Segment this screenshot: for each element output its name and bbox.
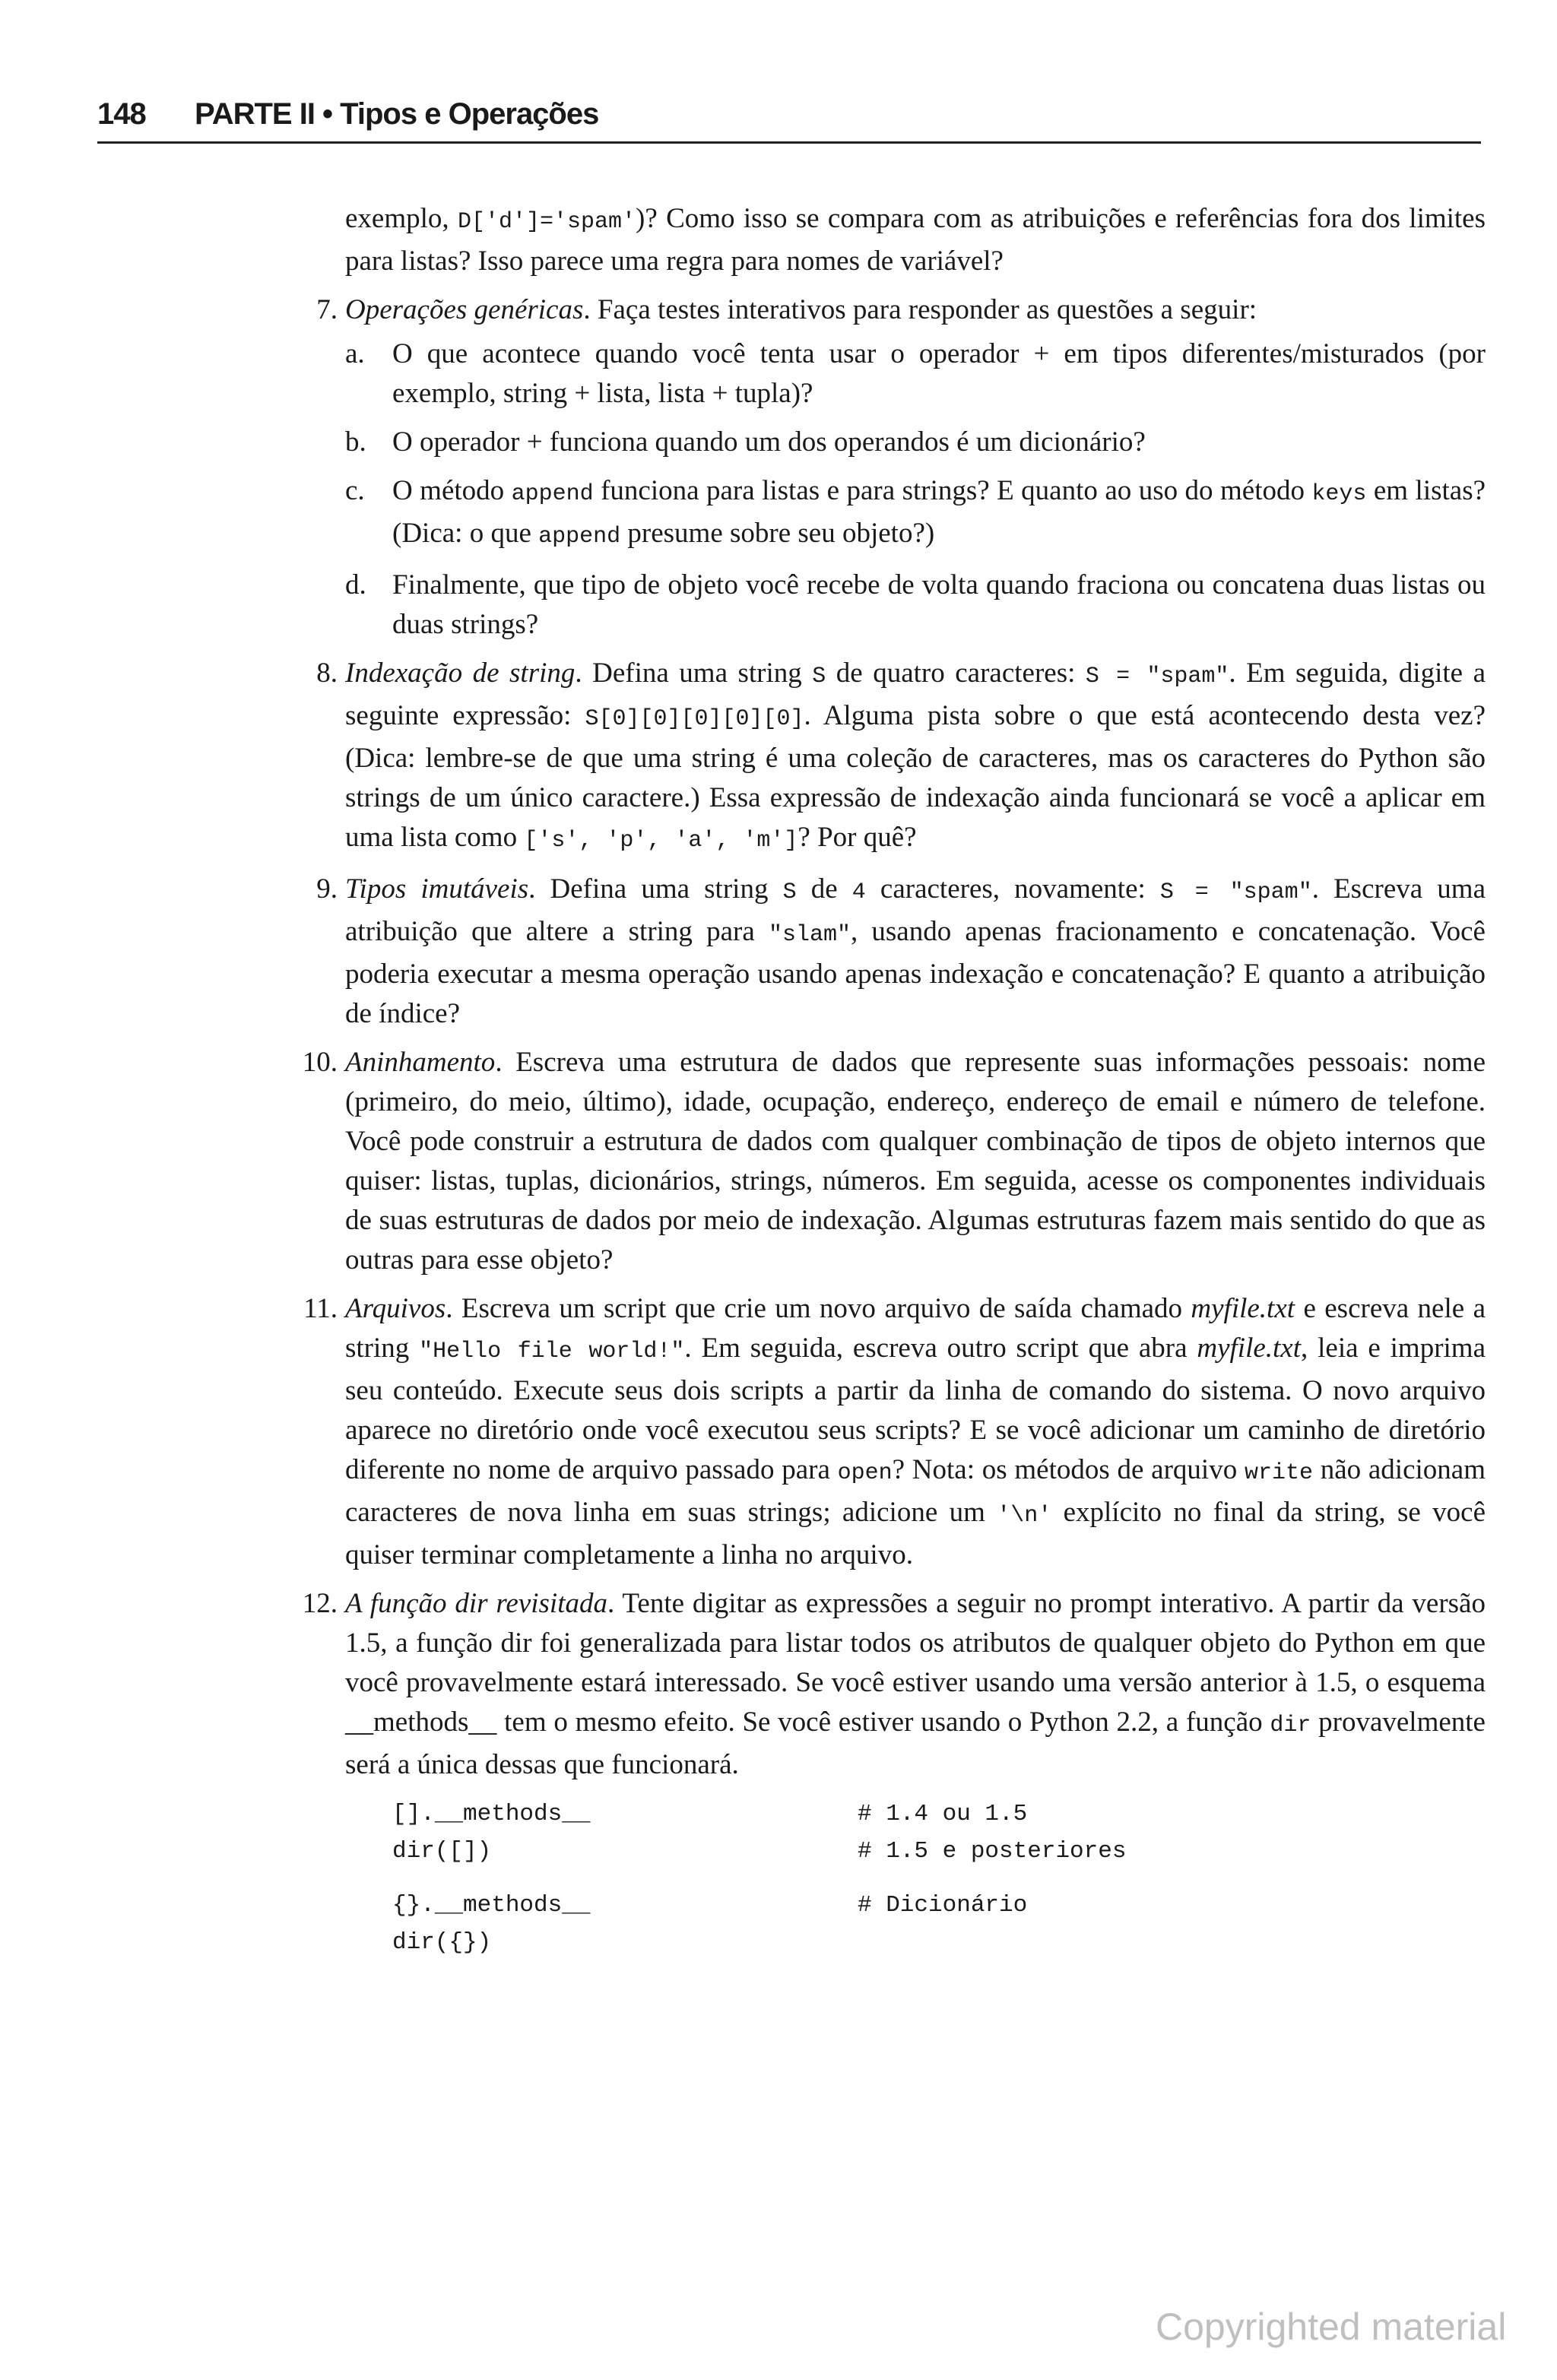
exercise-title: Indexação de string	[345, 658, 576, 689]
exercise-11: 11. Arquivos. Escreva um script que crie um novo arquivo de saída chamado myfile.txt e escreva nele a string "Hello file world!". Em seguida, escreva outro script que abra myfile.txt, leia e imprima seu conteúdo. Execute seus dois scripts a partir da linha de comando do sistema. O novo arquivo aparece no diretório onde você executou seus scripts? E se você adicionar um caminho de diretório diferente no nome de arquivo passado para open? Nota: os métodos de arquivo write não adicionam caracteres de nova linha em suas strings; adicione um '\n' explícito no final da string, se você quiser terminar completamente a linha no arquivo.	[284, 1289, 1486, 1575]
running-head: PARTE II • Tipos e Operações	[195, 97, 599, 131]
intro-paragraph: exemplo, D['d']='spam')? Como isso se compara com as atribuições e referências fora dos limites para listas? Isso parece uma regra para nomes de variável?	[345, 203, 1486, 277]
subquestion-b: b. O operador + funciona quando um dos operandos é um dicionário?	[345, 426, 1146, 458]
exercise-title: Aninhamento	[345, 1047, 496, 1078]
exercise-number: 11.	[303, 1293, 338, 1324]
subquestion-a: a. O que acontece quando você tenta usar o operador + em tipos diferentes/misturados (por exemplo, string + lista, lista + tupla)?	[345, 338, 1486, 409]
page-body	[284, 199, 1486, 1961]
subquestion-d: d. Finalmente, que tipo de objeto você recebe de volta quando fraciona ou concatena duas listas ou duas strings?	[345, 569, 1486, 640]
code-line: dir([]) # 1.5 e posteriores	[392, 1838, 1127, 1865]
exercise-title: Operações genéricas	[345, 294, 584, 325]
exercise-number: 9.	[316, 873, 338, 905]
code-listing	[392, 1795, 1486, 1961]
exercise-number: 12.	[302, 1588, 338, 1619]
copyright-watermark: Copyrighted material	[1156, 2306, 1507, 2348]
exercise-number: 10.	[302, 1047, 338, 1078]
header-rule	[97, 141, 1481, 144]
page-number: 148	[97, 97, 146, 131]
exercise-7: 7. Operações genéricas. Faça testes interativos para responder as questões a seguir: a. O que acontece quando você tenta usar o operador + em tipos diferentes/misturados (por exemplo, string + lista, lista + tupla)? b. O operador + funciona quando um dos operandos é um dicionário? c. O método append funciona para listas e para strings? E quanto ao uso do método keys em listas? (Dica: o que append presume sobre seu objeto?) d. Finalmente, que tipo de objeto você recebe de volta quando fraciona ou concatena duas listas ou duas strings?	[284, 290, 1486, 645]
exercise-title: Arquivos	[345, 1293, 446, 1324]
exercise-8: 8. Indexação de string. Defina uma string S de quatro caracteres: S = "spam". Em seguida, digite a seguinte expressão: S[0][0][0][0][0]. Alguma pista sobre o que está acontecendo desta vez? (Dica: lembre-se de que uma string é uma coleção de caracteres, mas os caracteres do Python são strings de um único caractere.) Essa expressão de indexação ainda funcionará se você a aplicar em uma lista como ['s', 'p', 'a', 'm']? Por quê?	[284, 654, 1486, 860]
exercise-title: A função dir revisitada	[345, 1588, 607, 1619]
code-line: {}.__methods__ # Dicionário	[392, 1892, 1028, 1919]
code-line: [].__methods__ # 1.4 ou 1.5	[392, 1801, 1028, 1827]
page-header	[97, 97, 1481, 143]
exercise-9: 9. Tipos imutáveis. Defina uma string S de 4 caracteres, novamente: S = "spam". Escreva uma atribuição que altere a string para "slam", usando apenas fracionamento e concatenação. Você poderia executar a mesma operação usando apenas indexação e concatenação? E quanto a atribuição de índice?	[284, 870, 1486, 1034]
exercise-10: 10. Aninhamento. Escreva uma estrutura de dados que represente suas informações pessoais: nome (primeiro, do meio, último), idade, ocupação, endereço, endereço de email e número de telefone. Você pode construir a estrutura de dados com qualquer combinação de tipos de objeto internos que quiser: listas, tuplas, dicionários, strings, números. Em seguida, acesse os componentes individuais de suas estruturas de dados por meio de indexação. Algumas estruturas fazem mais sentido do que as outras para esse objeto?	[284, 1043, 1486, 1280]
exercise-12: 12. A função dir revisitada. Tente digitar as expressões a seguir no prompt interativo. A partir da versão 1.5, a função dir foi generalizada para listar todos os atributos de qualquer objeto do Python em que você provavelmente estará interessado. Se você estiver usando uma versão anterior à 1.5, o esquema __methods__ tem o mesmo efeito. Se você estiver usando o Python 2.2, a função dir provavelmente será a única dessas que funcionará.	[284, 1584, 1486, 1785]
exercise-number: 7.	[316, 294, 338, 325]
exercise-number: 8.	[316, 658, 338, 689]
subquestion-c: c. O método append funciona para listas e para strings? E quanto ao uso do método keys em listas? (Dica: o que append presume sobre seu objeto?)	[345, 475, 1486, 550]
exercise-title: Tipos imutáveis	[345, 873, 529, 905]
code-line: dir({})	[392, 1929, 492, 1956]
